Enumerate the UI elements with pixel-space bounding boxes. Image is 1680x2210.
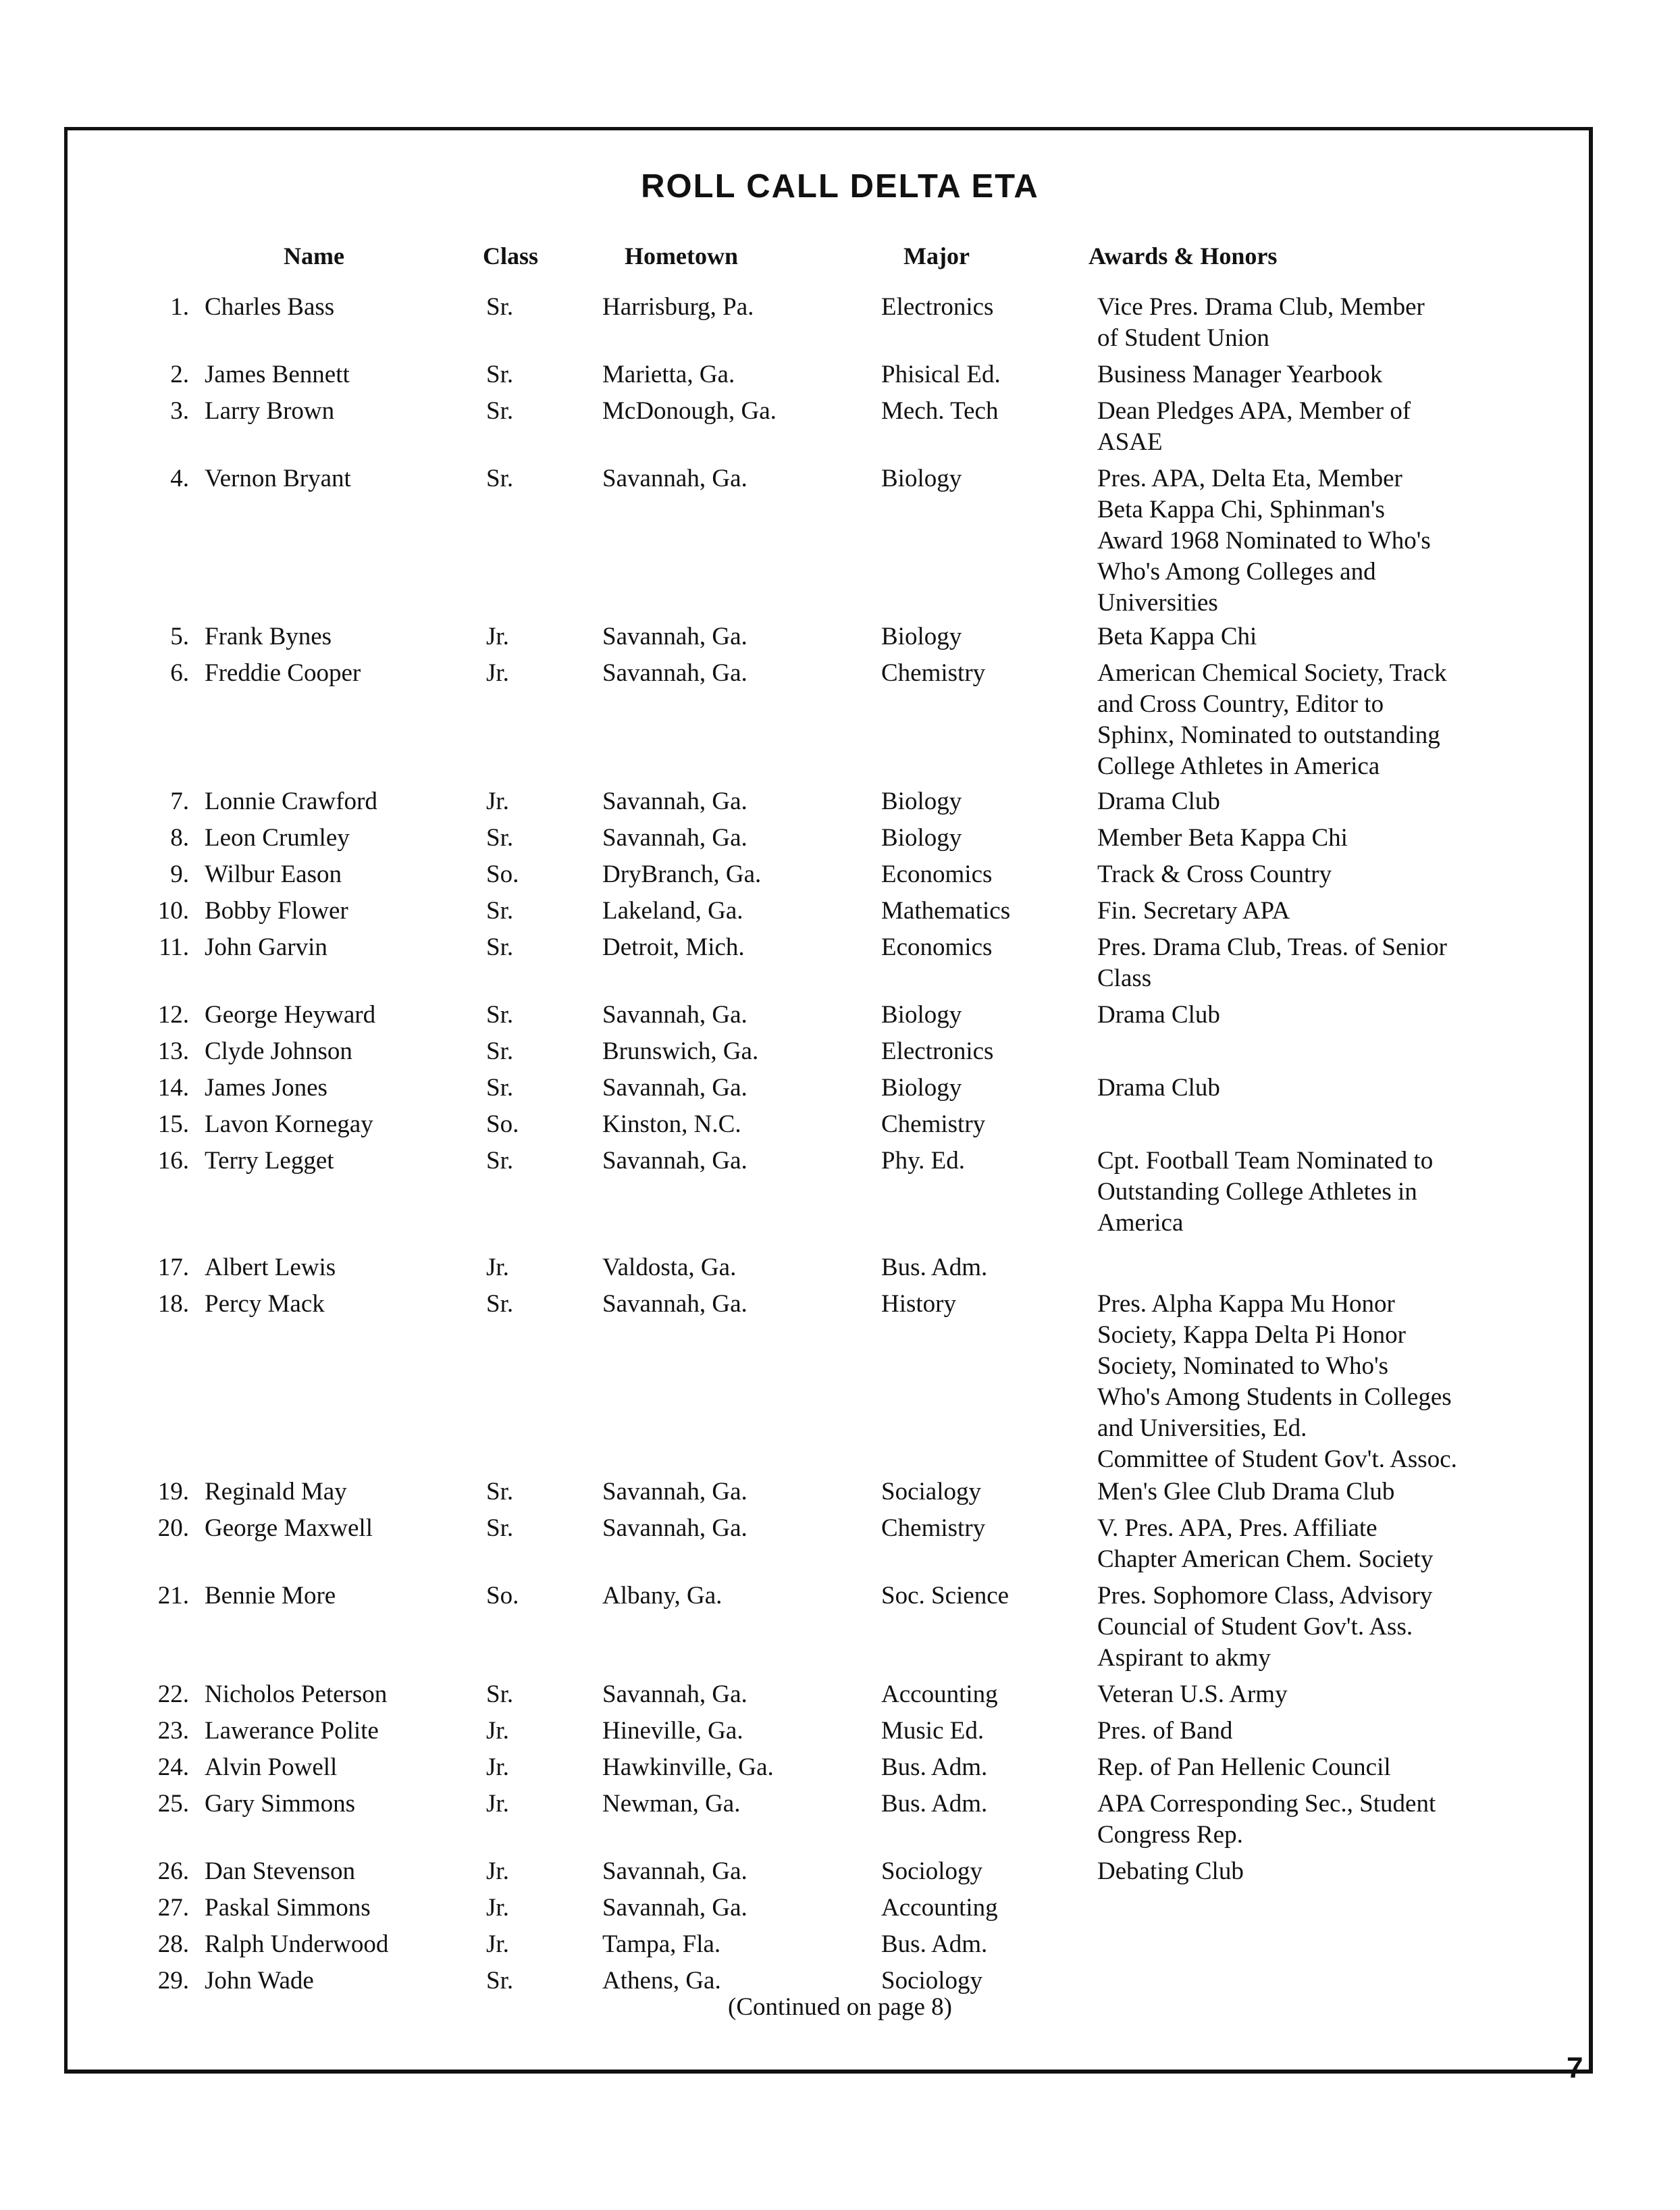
member-name: George Maxwell bbox=[205, 1514, 373, 1542]
member-awards: Business Manager Yearbook bbox=[1097, 361, 1383, 388]
table-row bbox=[0, 1856, 1680, 1883]
member-name: Bennie More bbox=[205, 1582, 336, 1610]
member-major: Accounting bbox=[881, 1680, 998, 1708]
table-row bbox=[0, 1252, 1680, 1279]
row-number: 26. bbox=[157, 1857, 189, 1885]
member-hometown: Kinston, N.C. bbox=[602, 1110, 741, 1138]
member-class: Sr. bbox=[486, 293, 514, 321]
row-number: 19. bbox=[157, 1478, 189, 1506]
member-class: Sr. bbox=[486, 1147, 514, 1175]
member-name: Leon Crumley bbox=[205, 824, 350, 852]
member-hometown: Savannah, Ga. bbox=[602, 1147, 747, 1175]
row-number: 2. bbox=[170, 361, 189, 388]
member-major: Phy. Ed. bbox=[881, 1147, 966, 1175]
member-major: Economics bbox=[881, 933, 993, 961]
member-awards: Drama Club bbox=[1097, 1074, 1220, 1102]
member-awards: Veteran U.S. Army bbox=[1097, 1680, 1288, 1708]
row-number: 9. bbox=[170, 860, 189, 888]
member-awards: Rep. of Pan Hellenic Council bbox=[1097, 1753, 1391, 1781]
member-class: Sr. bbox=[486, 933, 514, 961]
member-class: So. bbox=[486, 1582, 519, 1610]
member-major: History bbox=[881, 1290, 956, 1318]
member-awards: Vice Pres. Drama Club, Member of Student Union bbox=[1097, 293, 1425, 352]
table-row bbox=[0, 1109, 1680, 1136]
row-number: 14. bbox=[157, 1074, 189, 1102]
row-number: 16. bbox=[157, 1147, 189, 1175]
row-number: 18. bbox=[157, 1290, 189, 1318]
member-class: Jr. bbox=[486, 1857, 509, 1885]
member-class: Sr. bbox=[486, 1967, 514, 1995]
row-number: 20. bbox=[157, 1514, 189, 1542]
row-number: 13. bbox=[157, 1037, 189, 1065]
table-row bbox=[0, 896, 1680, 923]
member-name: Larry Brown bbox=[205, 397, 335, 425]
member-major: Bus. Adm. bbox=[881, 1753, 988, 1781]
table-row bbox=[0, 1581, 1680, 1672]
member-name: Clyde Johnson bbox=[205, 1037, 352, 1065]
table-row bbox=[0, 786, 1680, 813]
member-hometown: Athens, Ga. bbox=[602, 1967, 721, 1995]
member-name: Vernon Bryant bbox=[205, 465, 351, 492]
member-awards: Pres. Drama Club, Treas. of Senior Class bbox=[1097, 933, 1447, 992]
member-class: Sr. bbox=[486, 361, 514, 388]
table-row bbox=[0, 1929, 1680, 1956]
member-name: Ralph Underwood bbox=[205, 1930, 389, 1958]
page-number: 7 bbox=[1567, 2051, 1583, 2084]
member-hometown: Savannah, Ga. bbox=[602, 465, 747, 492]
row-number: 21. bbox=[157, 1582, 189, 1610]
member-hometown: DryBranch, Ga. bbox=[602, 860, 762, 888]
header-hometown: Hometown bbox=[625, 242, 738, 269]
member-awards: Member Beta Kappa Chi bbox=[1097, 824, 1348, 852]
member-name: Terry Legget bbox=[205, 1147, 334, 1175]
member-name: Lawerance Polite bbox=[205, 1717, 379, 1745]
member-hometown: Savannah, Ga. bbox=[602, 1894, 747, 1922]
member-major: Bus. Adm. bbox=[881, 1930, 988, 1958]
member-hometown: Savannah, Ga. bbox=[602, 659, 747, 687]
member-class: Jr. bbox=[486, 1790, 509, 1818]
member-major: Biology bbox=[881, 1074, 962, 1102]
member-class: Sr. bbox=[486, 1290, 514, 1318]
table-row bbox=[0, 1000, 1680, 1027]
member-hometown: Savannah, Ga. bbox=[602, 623, 747, 650]
member-class: Sr. bbox=[486, 1514, 514, 1542]
member-class: Sr. bbox=[486, 397, 514, 425]
row-number: 1. bbox=[170, 293, 189, 321]
table-row bbox=[0, 1716, 1680, 1743]
member-class: Sr. bbox=[486, 1037, 514, 1065]
member-hometown: Lakeland, Ga. bbox=[602, 897, 743, 925]
member-major: Biology bbox=[881, 623, 962, 650]
table-row bbox=[0, 621, 1680, 648]
member-name: Albert Lewis bbox=[205, 1254, 336, 1281]
member-awards: Pres. APA, Delta Eta, Member Beta Kappa Chi, Sphinman's Award 1968 Nominated to Who's Who's Among Colleges and Universities bbox=[1097, 465, 1431, 617]
member-class: Sr. bbox=[486, 465, 514, 492]
table-row bbox=[0, 1513, 1680, 1573]
table-row bbox=[0, 463, 1680, 617]
member-name: Dan Stevenson bbox=[205, 1857, 355, 1885]
row-number: 12. bbox=[157, 1001, 189, 1029]
member-class: Jr. bbox=[486, 1254, 509, 1281]
member-major: Chemistry bbox=[881, 1110, 986, 1138]
page-title: ROLL CALL DELTA ETA bbox=[641, 168, 1039, 205]
member-class: Jr. bbox=[486, 1894, 509, 1922]
member-name: Frank Bynes bbox=[205, 623, 332, 650]
member-major: Biology bbox=[881, 465, 962, 492]
row-number: 24. bbox=[157, 1753, 189, 1781]
member-name: Freddie Cooper bbox=[205, 659, 361, 687]
table-row bbox=[0, 1752, 1680, 1779]
member-class: Sr. bbox=[486, 824, 514, 852]
member-awards: Track & Cross Country bbox=[1097, 860, 1332, 888]
member-major: Sociology bbox=[881, 1967, 983, 1995]
header-class: Class bbox=[483, 242, 539, 269]
member-class: Sr. bbox=[486, 897, 514, 925]
table-row bbox=[0, 823, 1680, 850]
table-row bbox=[0, 1036, 1680, 1063]
member-class: Jr. bbox=[486, 1717, 509, 1745]
row-number: 15. bbox=[157, 1110, 189, 1138]
continued-note: (Continued on page 8) bbox=[728, 1993, 952, 2021]
member-hometown: Savannah, Ga. bbox=[602, 1857, 747, 1885]
member-name: Lavon Kornegay bbox=[205, 1110, 373, 1138]
member-class: So. bbox=[486, 860, 519, 888]
member-class: Sr. bbox=[486, 1680, 514, 1708]
member-class: Jr. bbox=[486, 1930, 509, 1958]
table-row bbox=[0, 859, 1680, 886]
member-hometown: Savannah, Ga. bbox=[602, 824, 747, 852]
member-name: Nicholos Peterson bbox=[205, 1680, 388, 1708]
member-name: James Jones bbox=[205, 1074, 327, 1102]
table-row bbox=[0, 359, 1680, 386]
member-hometown: Harrisburg, Pa. bbox=[602, 293, 754, 321]
member-awards: Debating Club bbox=[1097, 1857, 1244, 1885]
row-number: 4. bbox=[170, 465, 189, 492]
member-major: Bus. Adm. bbox=[881, 1790, 988, 1818]
member-major: Phisical Ed. bbox=[881, 361, 1001, 388]
member-hometown: Detroit, Mich. bbox=[602, 933, 745, 961]
member-major: Chemistry bbox=[881, 1514, 986, 1542]
row-number: 7. bbox=[170, 788, 189, 815]
member-name: George Heyward bbox=[205, 1001, 376, 1029]
row-number: 22. bbox=[157, 1680, 189, 1708]
table-row bbox=[0, 1289, 1680, 1473]
member-name: Gary Simmons bbox=[205, 1790, 356, 1818]
member-awards: Drama Club bbox=[1097, 1001, 1220, 1029]
member-name: Lonnie Crawford bbox=[205, 788, 377, 815]
member-class: Jr. bbox=[486, 659, 509, 687]
member-awards: American Chemical Society, Track and Cross Country, Editor to Sphinx, Nominated to outstanding College Athletes in America bbox=[1097, 659, 1447, 780]
row-number: 25. bbox=[157, 1790, 189, 1818]
member-hometown: Marietta, Ga. bbox=[602, 361, 735, 388]
member-hometown: Valdosta, Ga. bbox=[602, 1254, 737, 1281]
member-major: Economics bbox=[881, 860, 993, 888]
member-major: Mech. Tech bbox=[881, 397, 999, 425]
row-number: 28. bbox=[157, 1930, 189, 1958]
member-awards: APA Corresponding Sec., Student Congress Rep. bbox=[1097, 1790, 1436, 1849]
member-major: Music Ed. bbox=[881, 1717, 985, 1745]
member-hometown: Savannah, Ga. bbox=[602, 1001, 747, 1029]
member-major: Biology bbox=[881, 1001, 962, 1029]
table-row bbox=[0, 1146, 1680, 1237]
member-awards: Pres. Sophomore Class, Advisory Councial of Student Gov't. Ass. Aspirant to akmy bbox=[1097, 1582, 1433, 1672]
row-number: 11. bbox=[159, 933, 189, 961]
member-awards: Men's Glee Club Drama Club bbox=[1097, 1478, 1395, 1506]
member-name: James Bennett bbox=[205, 361, 350, 388]
row-number: 3. bbox=[170, 397, 189, 425]
member-hometown: Savannah, Ga. bbox=[602, 1290, 747, 1318]
member-hometown: Savannah, Ga. bbox=[602, 1680, 747, 1708]
member-name: Reginald May bbox=[205, 1478, 347, 1506]
member-major: Chemistry bbox=[881, 659, 986, 687]
member-hometown: Brunswich, Ga. bbox=[602, 1037, 759, 1065]
header-name: Name bbox=[284, 242, 344, 269]
member-awards: Beta Kappa Chi bbox=[1097, 623, 1257, 650]
member-class: Jr. bbox=[486, 788, 509, 815]
member-hometown: Newman, Ga. bbox=[602, 1790, 741, 1818]
member-hometown: Savannah, Ga. bbox=[602, 1514, 747, 1542]
row-number: 27. bbox=[157, 1894, 189, 1922]
member-class: Sr. bbox=[486, 1001, 514, 1029]
member-name: Wilbur Eason bbox=[205, 860, 342, 888]
member-class: Jr. bbox=[486, 1753, 509, 1781]
member-awards: Pres. Alpha Kappa Mu Honor Society, Kappa Delta Pi Honor Society, Nominated to Who's Who's Among Students in Colleges and Universities, Ed. Committee of Student Gov't. Assoc. bbox=[1097, 1290, 1457, 1473]
member-awards: V. Pres. APA, Pres. Affiliate Chapter American Chem. Society bbox=[1097, 1514, 1434, 1573]
table-row bbox=[0, 1893, 1680, 1920]
member-class: So. bbox=[486, 1110, 519, 1138]
member-awards: Dean Pledges APA, Member of ASAE bbox=[1097, 397, 1411, 456]
member-major: Socialogy bbox=[881, 1478, 981, 1506]
member-major: Accounting bbox=[881, 1894, 998, 1922]
member-major: Electronics bbox=[881, 1037, 994, 1065]
member-major: Biology bbox=[881, 824, 962, 852]
member-major: Biology bbox=[881, 788, 962, 815]
member-name: Charles Bass bbox=[205, 293, 335, 321]
member-name: John Wade bbox=[205, 1967, 314, 1995]
member-name: Bobby Flower bbox=[205, 897, 348, 925]
member-name: Paskal Simmons bbox=[205, 1894, 371, 1922]
table-row bbox=[0, 292, 1680, 352]
member-awards: Cpt. Football Team Nominated to Outstanding College Athletes in America bbox=[1097, 1147, 1434, 1237]
member-hometown: McDonough, Ga. bbox=[602, 397, 777, 425]
member-name: John Garvin bbox=[205, 933, 327, 961]
member-major: Electronics bbox=[881, 293, 994, 321]
member-major: Sociology bbox=[881, 1857, 983, 1885]
member-hometown: Hineville, Ga. bbox=[602, 1717, 743, 1745]
member-major: Mathematics bbox=[881, 897, 1011, 925]
table-row bbox=[0, 658, 1680, 780]
header-awards: Awards & Honors bbox=[1088, 242, 1278, 269]
table-row bbox=[0, 1073, 1680, 1100]
member-name: Alvin Powell bbox=[205, 1753, 338, 1781]
row-number: 6. bbox=[170, 659, 189, 687]
row-number: 10. bbox=[157, 897, 189, 925]
member-hometown: Savannah, Ga. bbox=[602, 1478, 747, 1506]
member-hometown: Albany, Ga. bbox=[602, 1582, 723, 1610]
member-class: Jr. bbox=[486, 623, 509, 650]
table-row bbox=[0, 1679, 1680, 1706]
table-row bbox=[0, 1965, 1680, 1993]
row-number: 29. bbox=[157, 1967, 189, 1995]
row-number: 5. bbox=[170, 623, 189, 650]
member-hometown: Savannah, Ga. bbox=[602, 1074, 747, 1102]
member-awards: Drama Club bbox=[1097, 788, 1220, 815]
member-hometown: Tampa, Fla. bbox=[602, 1930, 721, 1958]
member-awards: Pres. of Band bbox=[1097, 1717, 1233, 1745]
row-number: 8. bbox=[170, 824, 189, 852]
row-number: 23. bbox=[157, 1717, 189, 1745]
row-number: 17. bbox=[157, 1254, 189, 1281]
member-name: Percy Mack bbox=[205, 1290, 325, 1318]
table-row bbox=[0, 932, 1680, 992]
table-row bbox=[0, 396, 1680, 456]
table-row bbox=[0, 1789, 1680, 1849]
member-hometown: Hawkinville, Ga. bbox=[602, 1753, 774, 1781]
member-class: Sr. bbox=[486, 1478, 514, 1506]
table-row bbox=[0, 1476, 1680, 1504]
header-major: Major bbox=[903, 242, 970, 269]
member-major: Soc. Science bbox=[881, 1582, 1009, 1610]
member-class: Sr. bbox=[486, 1074, 514, 1102]
member-awards: Fin. Secretary APA bbox=[1097, 897, 1290, 925]
member-hometown: Savannah, Ga. bbox=[602, 788, 747, 815]
member-major: Bus. Adm. bbox=[881, 1254, 988, 1281]
